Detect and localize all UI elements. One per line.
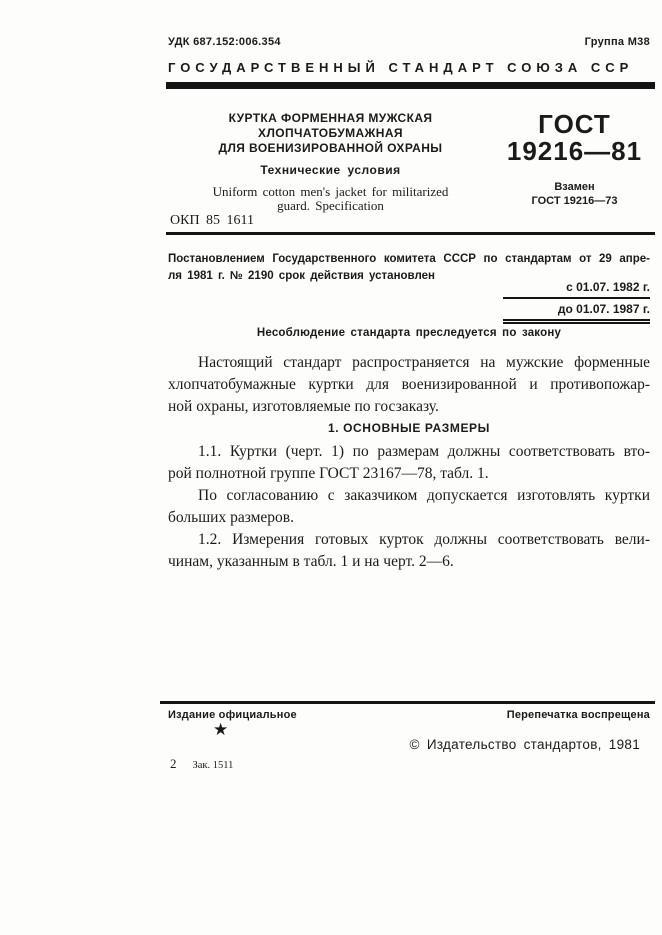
valid-to-date: до 01.07. 1987 г. [503, 299, 650, 324]
designation-block [493, 111, 650, 213]
gost-number: 19216—81 [506, 136, 643, 166]
title-ru-line-2: ХЛОПЧАТОБУМАЖНАЯ [258, 126, 403, 140]
title-block [168, 111, 650, 213]
intro-line-2: хлопчатобумажные куртки для военизированной и противопожар- [168, 376, 650, 393]
section-1-clauses [168, 441, 650, 573]
clause-1-1a-line-2: больших размеров. [168, 509, 295, 526]
footer-rule [160, 701, 655, 704]
intro-line-3: ной охраны, изготовляемые по госзаказу. [168, 398, 439, 415]
title-en-line-1: Uniform cotton men's jacket for militarized [212, 184, 449, 199]
document-code-row [168, 36, 650, 48]
page-number: 2 [170, 756, 177, 771]
reprint-notice-label: Перепечатка воспрещена [506, 709, 650, 721]
title-ru-line-1: КУРТКА ФОРМЕННАЯ МУЖСКАЯ [228, 111, 433, 125]
star-icon: ★ [213, 720, 229, 739]
intro-paragraph [168, 352, 650, 418]
replaces-number: ГОСТ 19216—73 [531, 195, 618, 207]
group-code: Группа М38 [584, 36, 650, 48]
divider-rule [166, 232, 655, 235]
decree-line-2: ля 1981 г. № 2190 срок действия установлен [168, 270, 435, 282]
decree-line-1: Постановлением Государственного комитета СССР по стандартам от 29 апре- [168, 253, 650, 265]
intro-line-1: Настоящий стандарт распространяется на мужские форменные [198, 354, 650, 371]
clause-1-1a-line-1: По согласованию с заказчиком допускается изготовлять куртки [198, 487, 650, 504]
imprint-line [170, 755, 233, 773]
section-1-heading: 1. ОСНОВНЫЕ РАЗМЕРЫ [327, 421, 491, 435]
clause-1-2-line-1: 1.2. Измерения готовых курток должны соответствовать вели- [198, 531, 650, 548]
valid-from-date: с 01.07. 1982 г. [503, 280, 650, 299]
title-ru-line-3: ДЛЯ ВОЕНИЗИРОВАННОЙ ОХРАНЫ [218, 141, 443, 155]
okp-code: ОКП 85 1611 [170, 213, 255, 228]
official-edition-label: Издание официальное [168, 709, 297, 721]
title-en-line-2: guard. Specification [277, 198, 384, 213]
law-notice: Несоблюдение стандарта преследуется по закону [256, 327, 562, 339]
title-column [168, 111, 493, 213]
replaces-label: Взамен [554, 181, 595, 193]
clause-1-2-line-2: чинам, указанным в табл. 1 и на черт. 2—6. [168, 553, 454, 570]
udk-code: УДК 687.152:006.354 [168, 36, 281, 48]
clause-1-1-line-2: рой полнотной группе ГОСТ 23167—78, табл. 1. [168, 465, 489, 482]
header-divider-bar [166, 82, 655, 89]
title-subtitle: Технические условия [260, 163, 401, 177]
footer-row [168, 709, 650, 721]
clause-1-1-line-1: 1.1. Куртки (черт. 1) по размерам должны соответствовать вто- [198, 443, 650, 460]
order-number: Зак. 1511 [192, 760, 234, 771]
gost-label: ГОСТ [538, 109, 611, 139]
copyright-line: © Издательство стандартов, 1981 [409, 737, 640, 752]
title-english [168, 185, 493, 213]
state-standard-header: ГОСУДАРСТВЕННЫЙ СТАНДАРТ СОЮЗА ССР [168, 60, 634, 75]
validity-dates [503, 280, 650, 324]
